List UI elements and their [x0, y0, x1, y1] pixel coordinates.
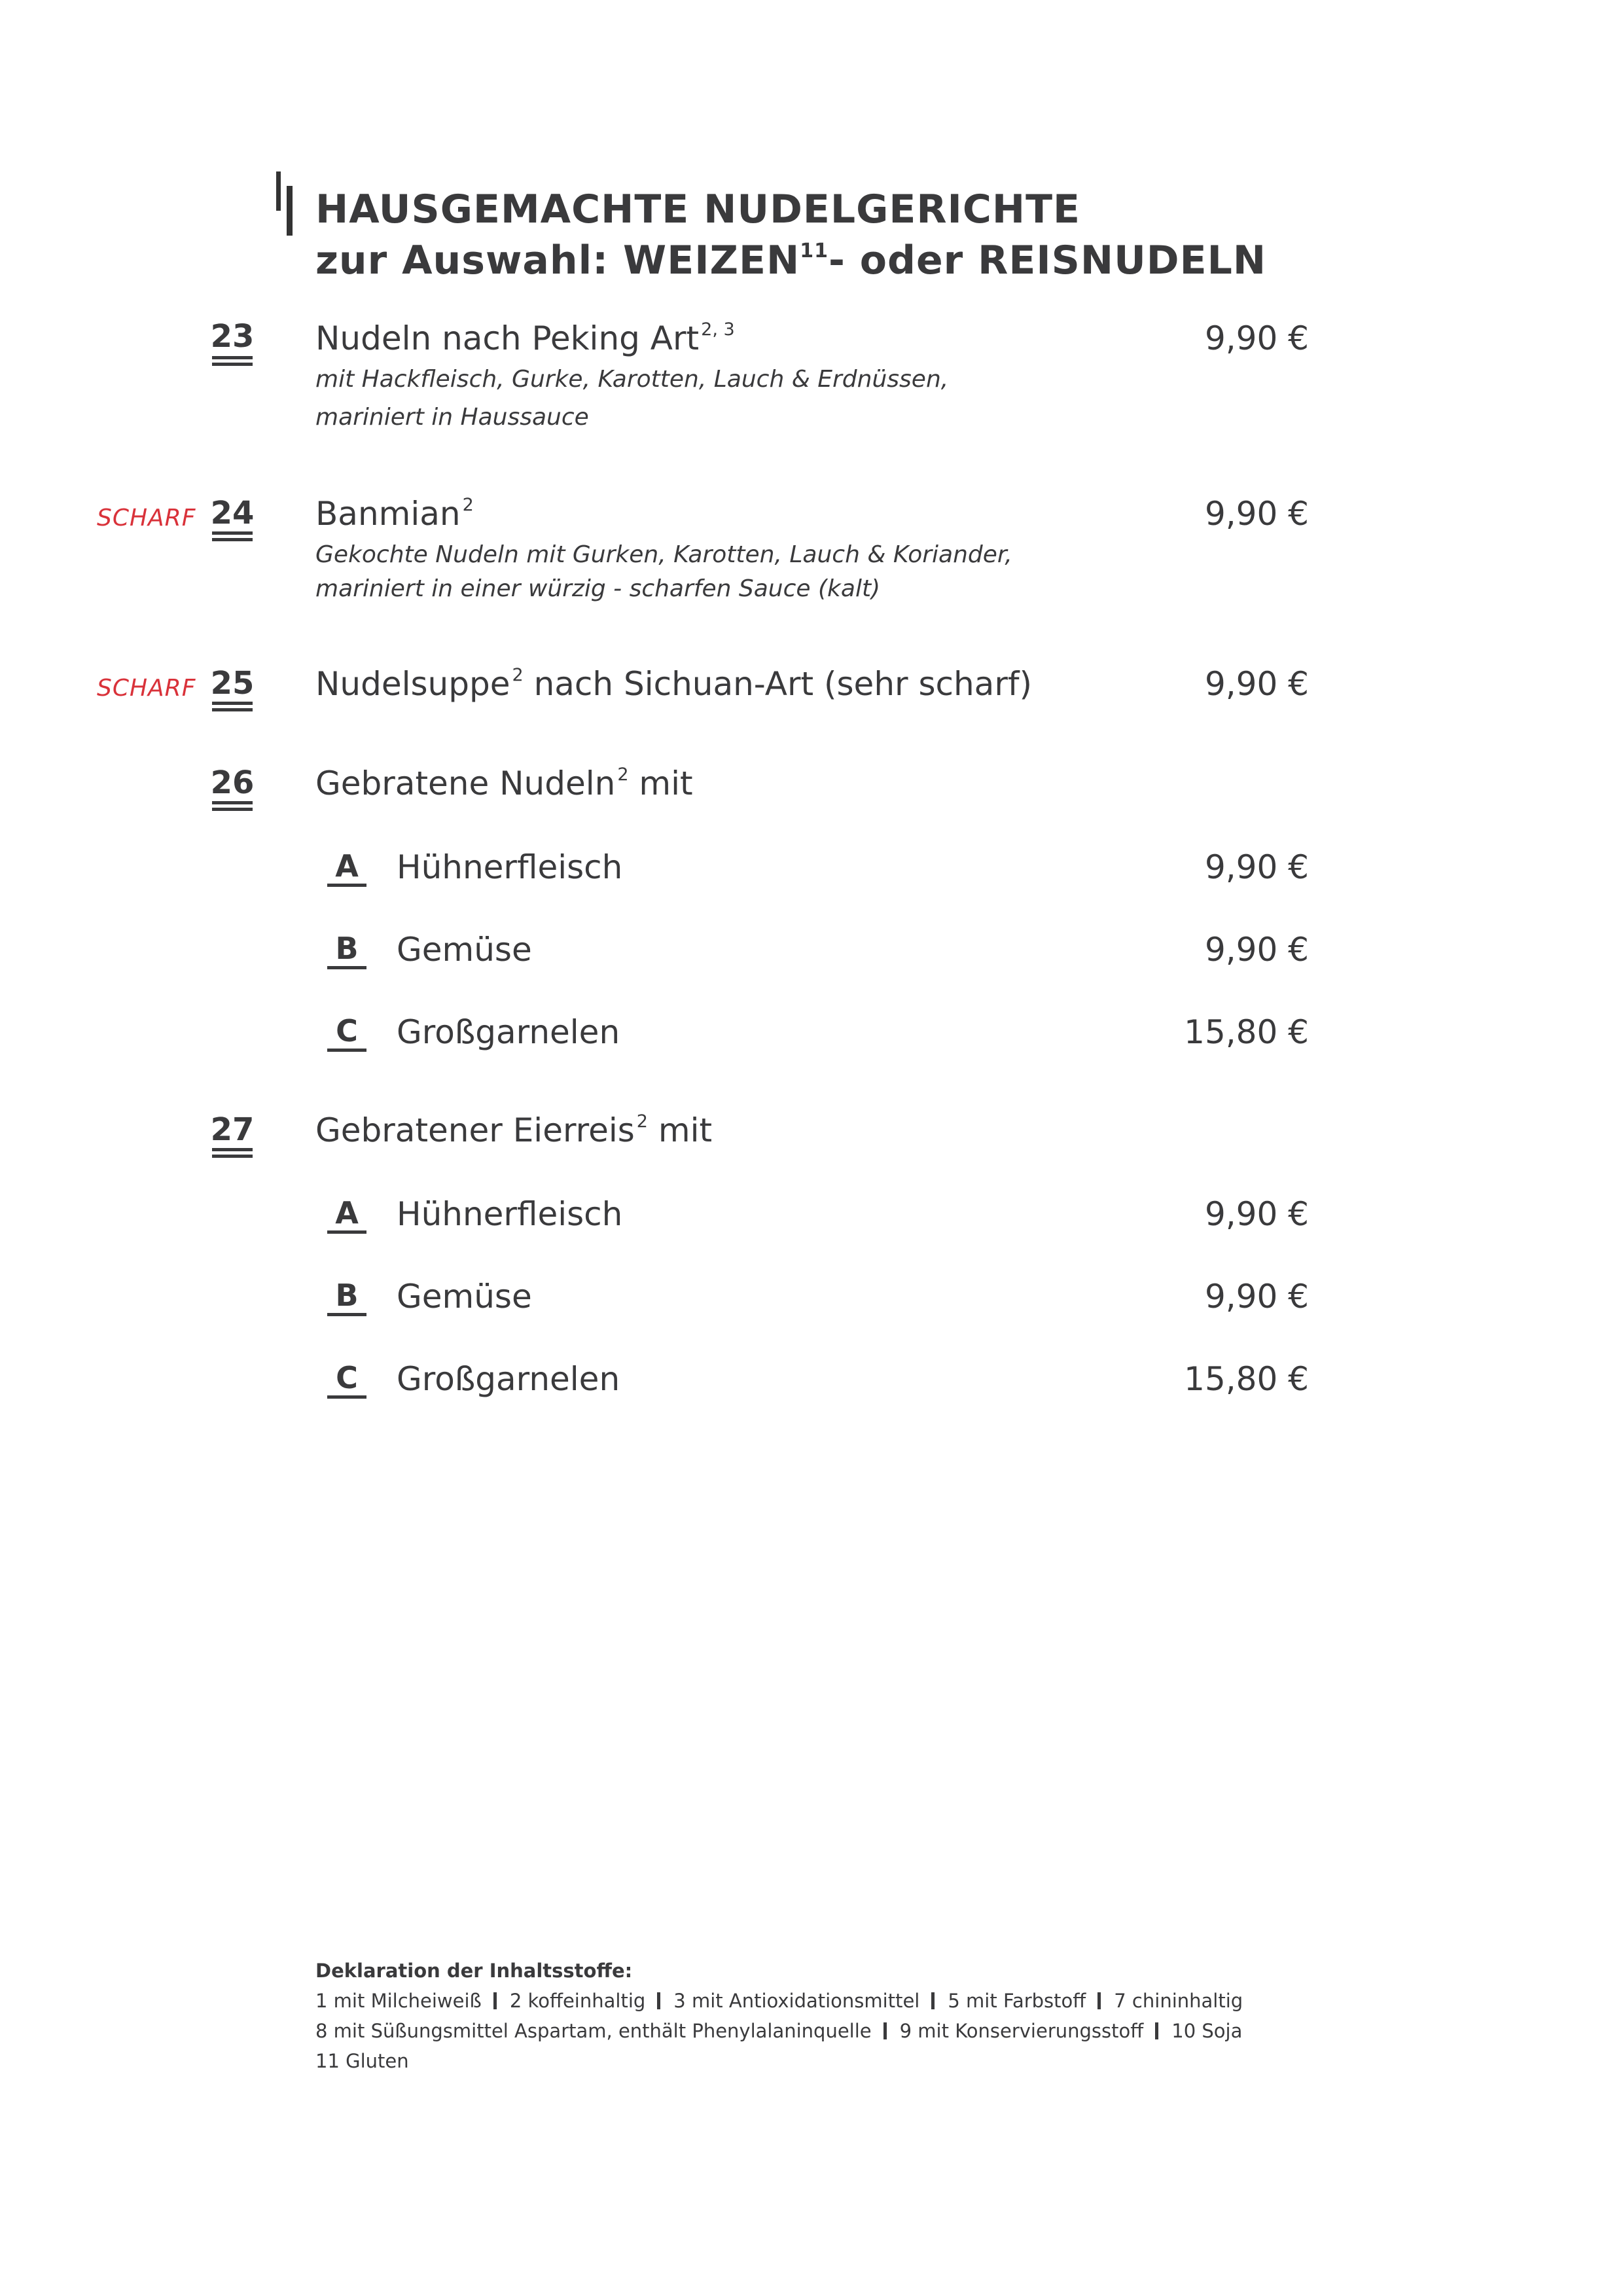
option-price: 9,90 € [1204, 1278, 1309, 1316]
declaration-title: Deklaration der Inhaltsstoffe: [315, 1960, 633, 1982]
item-price: 9,90 € [1204, 319, 1309, 357]
option-name: Großgarnelen [397, 1013, 620, 1051]
option-price: 9,90 € [1204, 1195, 1309, 1233]
number-underline-icon [212, 531, 253, 547]
option-underline-icon [327, 1049, 366, 1052]
option-letter: B [335, 1278, 359, 1313]
option-name: Hühnerfleisch [397, 1195, 623, 1233]
option-underline-icon [327, 1395, 366, 1399]
item-description: mariniert in Haussauce [315, 404, 589, 431]
option-letter: C [336, 1360, 358, 1395]
spicy-tag: SCHARF [97, 675, 196, 702]
item-price: 9,90 € [1204, 665, 1309, 703]
item-title: Nudeln nach Peking Art $^{2, 3}$ [315, 319, 735, 357]
option-letter: B [335, 931, 359, 966]
number-underline-icon [212, 702, 253, 717]
option-price: 9,90 € [1204, 931, 1309, 969]
option-letter: C [336, 1013, 358, 1049]
separator-icon [1097, 1992, 1101, 2009]
item-number: 27 [210, 1111, 255, 1148]
option-underline-icon [327, 1230, 366, 1234]
option-price: 15,80 € [1184, 1013, 1309, 1051]
option-letter: A [335, 848, 359, 884]
option-name: Gemüse [397, 1278, 532, 1316]
item-title: Banmian $^2$ [315, 495, 474, 533]
item-description: mariniert in einer würzig - scharfen Sauce (kalt) [315, 575, 881, 602]
item-number: 24 [210, 495, 255, 531]
option-name: Hühnerfleisch [397, 848, 623, 886]
declaration-line: 1 mit Milcheiweiß 2 koffeinhaltig 3 mit Antioxidationsmittel 5 mit Farbstoff 7 chininhaltig [315, 1990, 1243, 2012]
item-description: mit Hackfleisch, Gurke, Karotten, Lauch & Erdnüssen, [315, 366, 949, 393]
separator-icon [931, 1992, 935, 2009]
item-number: 26 [210, 764, 255, 801]
page-subtitle: zur Auswahl: WEIZEN$^{11}$- oder REISNUDELN [315, 238, 1267, 283]
option-underline-icon [327, 966, 366, 969]
option-price: 9,90 € [1204, 848, 1309, 886]
number-underline-icon [212, 801, 253, 817]
number-underline-icon [212, 356, 253, 372]
item-number: 23 [210, 318, 255, 355]
declaration-line: 11 Gluten [315, 2050, 409, 2072]
item-title: Nudelsuppe $^2$ nach Sichuan-Art (sehr scharf) [315, 665, 1032, 703]
separator-icon [1155, 2022, 1158, 2039]
separator-icon [493, 1992, 497, 2009]
separator-icon [657, 1992, 660, 2009]
header-bar-icon [287, 186, 293, 236]
separator-icon [883, 2022, 887, 2039]
page-title: HAUSGEMACHTE NUDELGERICHTE [315, 187, 1081, 232]
option-price: 15,80 € [1184, 1360, 1309, 1398]
option-letter: A [335, 1195, 359, 1230]
item-title: Gebratener Eierreis $^2$ mit [315, 1111, 713, 1149]
option-underline-icon [327, 884, 366, 887]
item-number: 25 [210, 665, 255, 702]
item-title: Gebratene Nudeln $^2$ mit [315, 764, 693, 802]
option-name: Großgarnelen [397, 1360, 620, 1398]
number-underline-icon [212, 1148, 253, 1164]
declaration-line: 8 mit Süßungsmittel Aspartam, enthält Phenylalaninquelle 9 mit Konservierungsstoff 10 Soja [315, 2020, 1243, 2042]
header-bar-icon [276, 171, 281, 211]
option-underline-icon [327, 1313, 366, 1316]
item-description: Gekochte Nudeln mit Gurken, Karotten, Lauch & Koriander, [315, 541, 1012, 568]
option-name: Gemüse [397, 931, 532, 969]
spicy-tag: SCHARF [97, 505, 196, 531]
item-price: 9,90 € [1204, 495, 1309, 533]
